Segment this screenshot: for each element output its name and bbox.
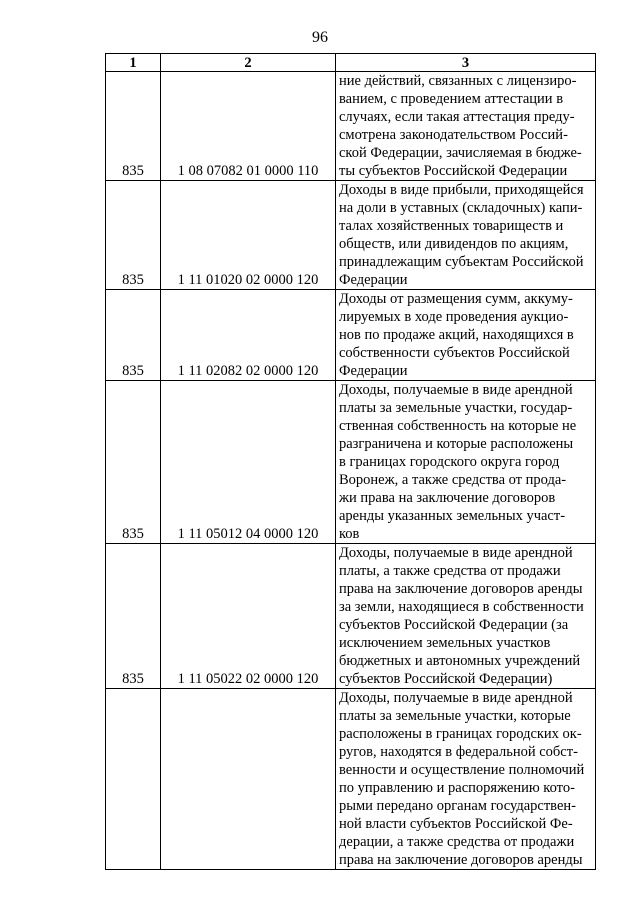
description-line: смотрена законодательством Россий- — [339, 127, 568, 143]
table-row — [106, 181, 596, 290]
revenue-description-cell — [336, 689, 596, 870]
description-line: Воронеж, а также средства от прода- — [339, 472, 567, 488]
description-line: ственная собственность на которые не — [339, 418, 577, 434]
revenue-description-cell — [336, 181, 596, 290]
budget-classification-code-cell — [161, 689, 336, 870]
description-line: Доходы, получаемые в виде арендной — [339, 690, 573, 706]
description-line: ние действий, связанных с лицензиро- — [339, 73, 577, 89]
description-line: лируемых в ходе проведения аукцио- — [339, 309, 569, 325]
description-line: субъектов Российской Федерации) — [339, 671, 553, 687]
description-line: случаях, если такая аттестация преду- — [339, 109, 575, 125]
budget-classification-code-cell: 1 08 07082 01 0000 110 — [161, 72, 336, 181]
budget-classification-code-cell: 1 11 05022 02 0000 120 — [161, 544, 336, 689]
description-line: разграничена и которые расположены — [339, 436, 574, 452]
description-line: талах хозяйственных товариществ и — [339, 218, 564, 234]
revenue-description-cell — [336, 290, 596, 381]
description-line: венности и осуществление полномочий — [339, 762, 585, 778]
description-line: аренды указанных земельных участ- — [339, 508, 566, 524]
description-line: жи права на заключение договоров — [339, 490, 556, 506]
admin-code-cell: 835 — [106, 381, 161, 544]
description-line: права на заключение договоров аренды — [339, 852, 583, 868]
table-row — [106, 689, 596, 870]
budget-classification-code-cell: 1 11 01020 02 0000 120 — [161, 181, 336, 290]
table-header — [106, 54, 596, 72]
description-line: ской Федерации, зачисляемая в бюдже- — [339, 145, 582, 161]
header-col-1: 1 — [106, 54, 161, 72]
description-line: рыми передано органам государствен- — [339, 798, 576, 814]
description-line: права на заключение договоров аренды — [339, 581, 583, 597]
header-col-3: 3 — [336, 54, 596, 72]
description-line: нов по продаже акций, находящихся в — [339, 327, 574, 343]
description-line: платы, а также средства от продажи — [339, 563, 561, 579]
description-line: ты субъектов Российской Федерации — [339, 163, 568, 179]
description-line: собственности субъектов Российской — [339, 345, 570, 361]
revenue-description-cell — [336, 381, 596, 544]
description-line: принадлежащим субъектам Российской — [339, 254, 584, 270]
table-row — [106, 381, 596, 544]
header-row — [106, 54, 596, 72]
description-line: Доходы от размещения сумм, аккуму- — [339, 291, 573, 307]
admin-code-cell: 835 — [106, 181, 161, 290]
page-number: 96 — [312, 29, 328, 46]
description-line: ков — [339, 526, 360, 542]
header-col-2: 2 — [161, 54, 336, 72]
admin-code-cell: 835 — [106, 290, 161, 381]
description-line: исключением земельных участков — [339, 635, 551, 651]
admin-code-cell — [106, 689, 161, 870]
description-line: ванием, с проведением аттестации в — [339, 91, 564, 107]
description-line: платы за земельные участки, государ- — [339, 400, 573, 416]
revenue-description-cell — [336, 72, 596, 181]
budget-classification-code-cell: 1 11 05012 04 0000 120 — [161, 381, 336, 544]
table-body — [106, 72, 596, 870]
description-line: ругов, находятся в федеральной собст- — [339, 744, 578, 760]
description-line: платы за земельные участки, которые — [339, 708, 571, 724]
description-line: Федерации — [339, 363, 408, 379]
admin-code-cell: 835 — [106, 72, 161, 181]
table-row — [106, 544, 596, 689]
description-line: обществ, или дивидендов по акциям, — [339, 236, 569, 252]
description-line: за земли, находящиеся в собственности — [339, 599, 584, 615]
description-line: Доходы, получаемые в виде арендной — [339, 545, 573, 561]
description-line: дерации, а также средства от продажи — [339, 834, 575, 850]
description-line: субъектов Российской Федерации (за — [339, 617, 569, 633]
description-line: расположены в границах городских ок- — [339, 726, 582, 742]
description-line: по управлению и распоряжению кото- — [339, 780, 575, 796]
budget-classification-code-cell: 1 11 02082 02 0000 120 — [161, 290, 336, 381]
description-line: бюджетных и автономных учреждений — [339, 653, 581, 669]
admin-code-cell: 835 — [106, 544, 161, 689]
description-line: на доли в уставных (складочных) капи- — [339, 200, 583, 216]
description-line: ной власти субъектов Российской Фе- — [339, 816, 573, 832]
description-line: Федерации — [339, 272, 408, 288]
table-row — [106, 72, 596, 181]
table-row — [106, 290, 596, 381]
description-line: в границах городского округа город — [339, 454, 560, 470]
description-line: Доходы, получаемые в виде арендной — [339, 382, 573, 398]
revenue-description-cell — [336, 544, 596, 689]
description-line: Доходы в виде прибыли, приходящейся — [339, 182, 584, 198]
revenue-table — [105, 53, 596, 870]
